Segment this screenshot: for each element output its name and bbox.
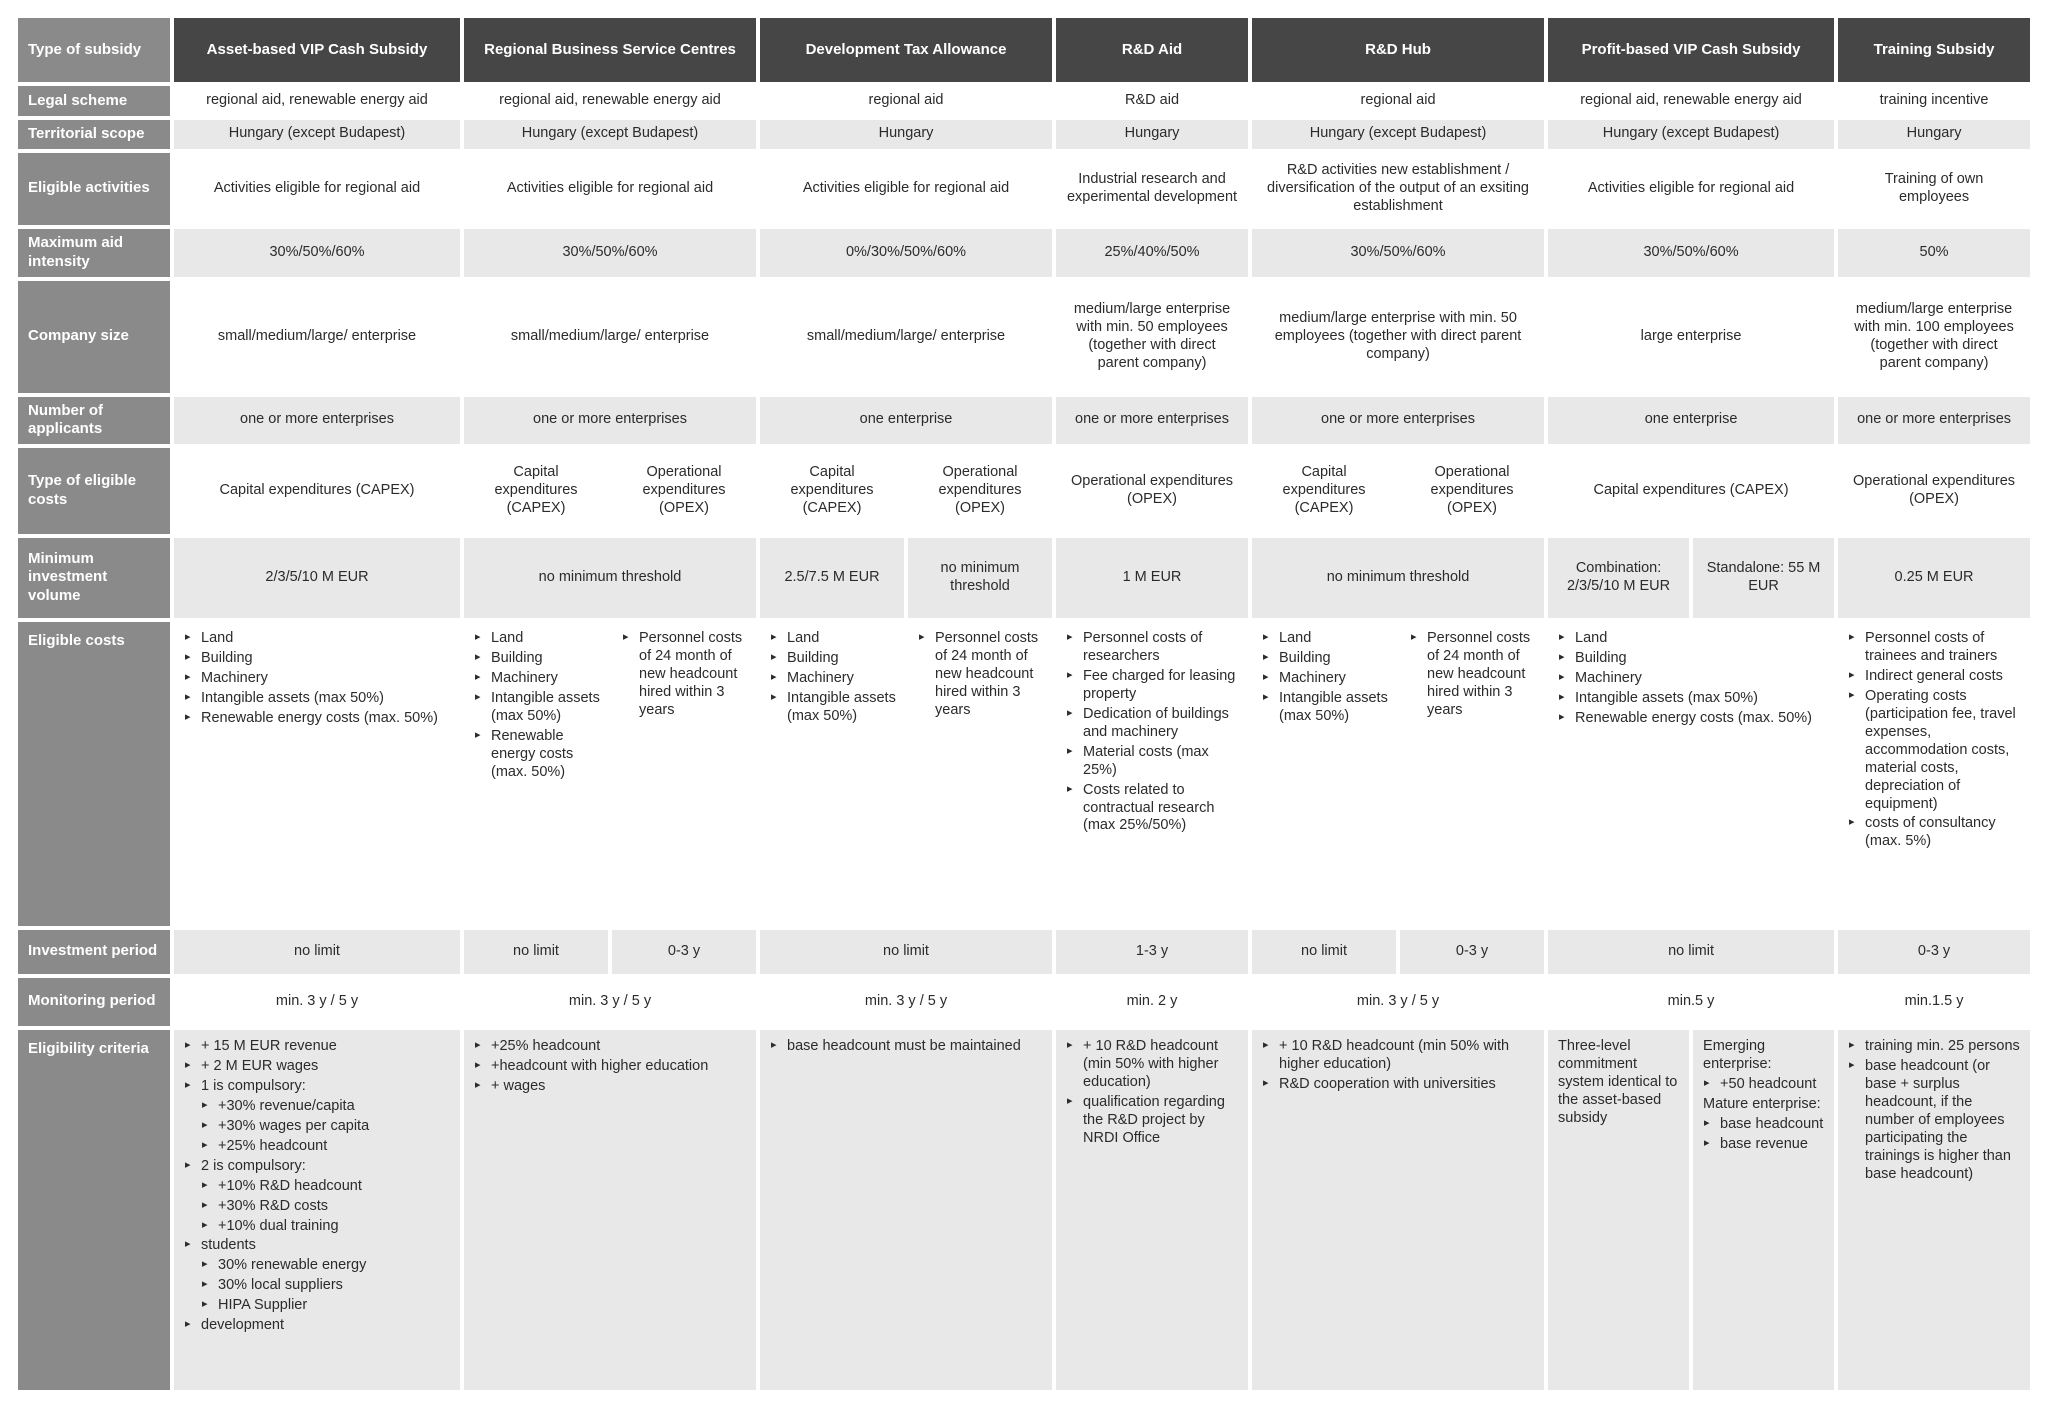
list-item: ▸ costs of consultancy (max. 5%): [1848, 815, 2022, 851]
list-item: ▸ Operating costs (participation fee, travel expenses, accommodation costs, material costs, depreciation of equipment): [1848, 688, 2022, 814]
row-label-company-size: Company size: [18, 281, 170, 393]
mon-period-dta: min. 3 y / 5 y: [864, 992, 948, 1009]
row-label-legal-scheme: Legal scheme: [18, 86, 170, 116]
min-vol-profit-standalone: Standalone: 55 M EUR: [1693, 538, 1834, 618]
elig-costs-dta-capex: [760, 622, 904, 926]
inv-period-profit: no limit: [1548, 930, 1834, 974]
min-vol-rd-hub: no minimum threshold: [1252, 538, 1544, 618]
elig-crit-profit-commitment: [1548, 1030, 1689, 1390]
list-item: ▸ + wages: [474, 1078, 748, 1096]
list-item: ▸ base revenue: [1703, 1136, 1826, 1154]
list-item: ▸ +headcount with higher education: [474, 1058, 748, 1076]
list-item: ▸ +10% R&D headcount: [201, 1178, 452, 1196]
list-item: ▸ 2 is compulsory:: [184, 1158, 452, 1176]
list-item: ▸ +30% revenue/capita: [201, 1098, 452, 1116]
legal-training: training incentive: [1879, 92, 1989, 109]
list-item: ▸ + 15 M EUR revenue: [184, 1038, 452, 1056]
list-item: ▸ Machinery: [474, 670, 600, 688]
company-rd-aid: medium/large enterprise with min. 50 employees (together with direct parent company): [1073, 300, 1231, 371]
col-header-rbsc: Regional Business Service Centres: [464, 18, 756, 82]
list-item: ▸ Fee charged for leasing property: [1066, 668, 1240, 704]
bullet-list: [184, 1038, 452, 1336]
legal-profit: regional aid, renewable energy aid: [1580, 92, 1802, 109]
elig-costs-rbsc-opex: [612, 622, 756, 926]
cost-type-profit: Capital expenditures (CAPEX): [1593, 481, 1789, 498]
list-item: ▸ Indirect general costs: [1848, 668, 2022, 686]
col-header-profit: Profit-based VIP Cash Subsidy: [1548, 18, 1834, 82]
row-type-of-eligible-costs: [18, 448, 2030, 534]
elig-costs-dta-opex: [908, 622, 1052, 926]
list-item: ▸ Intangible assets (max 50%): [770, 690, 896, 726]
min-vol-profit-combination: Combination: 2/3/5/10 M EUR: [1548, 538, 1689, 618]
intensity-dta: 0%/30%/50%/60%: [760, 229, 1052, 277]
list-item: Mature enterprise:: [1703, 1095, 1821, 1112]
mon-period-profit: min.5 y: [1667, 992, 1715, 1009]
intensity-rd-hub: 30%/50%/60%: [1252, 229, 1544, 277]
bullet-list: [1703, 1038, 1826, 1154]
cost-type-dta-capex: Capital expenditures (CAPEX): [790, 463, 874, 516]
row-label-maximum-aid-intensity: Maximum aid intensity: [18, 229, 170, 277]
company-dta: small/medium/large/ enterprise: [806, 327, 1006, 344]
inv-period-asset: no limit: [174, 930, 460, 974]
scope-rd-hub: Hungary (except Budapest): [1252, 120, 1544, 149]
activities-rbsc: Activities eligible for regional aid: [506, 179, 714, 196]
intensity-rbsc: 30%/50%/60%: [464, 229, 756, 277]
list-item: ▸ base headcount: [1703, 1116, 1826, 1134]
col-header-training: Training Subsidy: [1838, 18, 2030, 82]
elig-costs-rbsc-capex: [464, 622, 608, 926]
min-vol-rbsc: no minimum threshold: [464, 538, 756, 618]
bullet-list: [1558, 630, 1826, 728]
bullet-list: [1848, 630, 2022, 852]
legal-rd-hub: regional aid: [1360, 92, 1436, 109]
row-eligible-activities: [18, 153, 2030, 225]
header-row: [18, 18, 2030, 82]
bullet-list: [1410, 630, 1536, 720]
list-item: ▸ Renewable energy costs (max. 50%): [474, 728, 600, 782]
row-territorial-scope: [18, 120, 2030, 149]
company-asset: small/medium/large/ enterprise: [217, 327, 417, 344]
row-company-size: [18, 281, 2030, 393]
list-item: ▸ HIPA Supplier: [201, 1297, 452, 1315]
cost-type-training: Operational expenditures (OPEX): [1853, 472, 2016, 507]
cost-type-rd-aid: Operational expenditures (OPEX): [1071, 472, 1234, 507]
elig-crit-rbsc: [464, 1030, 756, 1390]
scope-asset: Hungary (except Budapest): [174, 120, 460, 149]
activities-asset: Activities eligible for regional aid: [213, 179, 421, 196]
row-label-number-of-applicants: Number of applicants: [18, 397, 170, 444]
list-item: ▸ Intangible assets (max 50%): [474, 690, 600, 726]
min-vol-dta-capex: 2.5/7.5 M EUR: [760, 538, 904, 618]
mon-period-asset: min. 3 y / 5 y: [275, 992, 359, 1009]
list-item: ▸ 30% renewable energy: [201, 1257, 452, 1275]
list-item: ▸ + 10 R&D headcount (min 50% with higher education): [1262, 1038, 1536, 1074]
mon-period-rd-aid: min. 2 y: [1126, 992, 1178, 1009]
list-item: ▸ Land: [1558, 630, 1826, 648]
applicants-rd-hub: one or more enterprises: [1252, 397, 1544, 444]
list-item: ▸ Intangible assets (max 50%): [1262, 690, 1388, 726]
company-profit: large enterprise: [1640, 327, 1742, 344]
row-label-investment-period: Investment period: [18, 930, 170, 974]
list-item: ▸ Land: [184, 630, 452, 648]
scope-profit: Hungary (except Budapest): [1548, 120, 1834, 149]
scope-rd-aid: Hungary: [1056, 120, 1248, 149]
elig-costs-profit: [1548, 622, 1834, 926]
inv-period-training: 0-3 y: [1838, 930, 2030, 974]
list-item: ▸ Machinery: [184, 670, 452, 688]
list-item: ▸ training min. 25 persons: [1848, 1038, 2022, 1056]
row-maximum-aid-intensity: [18, 229, 2030, 277]
bullet-list: [1262, 1038, 1536, 1094]
list-item: ▸ Personnel costs of 24 month of new headcount hired within 3 years: [918, 630, 1044, 720]
bullet-list: [770, 630, 896, 726]
list-item: ▸ Renewable energy costs (max. 50%): [184, 710, 452, 728]
bullet-list: [1262, 630, 1388, 726]
list-item: Emerging enterprise:: [1703, 1037, 1772, 1072]
list-item: ▸ base headcount must be maintained: [770, 1038, 1044, 1056]
min-vol-rd-aid: 1 M EUR: [1056, 538, 1248, 618]
list-item: ▸ Land: [770, 630, 896, 648]
cost-type-rbsc-opex: Operational expenditures (OPEX): [642, 463, 726, 516]
applicants-training: one or more enterprises: [1838, 397, 2030, 444]
row-eligible-costs: [18, 622, 2030, 926]
bullet-list: [474, 630, 600, 782]
list-item: ▸ Dedication of buildings and machinery: [1066, 706, 1240, 742]
inv-period-rbsc-opex: 0-3 y: [612, 930, 756, 974]
list-item: ▸ students: [184, 1237, 452, 1255]
company-training: medium/large enterprise with min. 100 employees (together with direct parent company): [1854, 300, 2014, 371]
elig-crit-dta: [760, 1030, 1052, 1390]
list-item: ▸ Land: [474, 630, 600, 648]
applicants-profit: one enterprise: [1548, 397, 1834, 444]
col-header-rd-hub: R&D Hub: [1252, 18, 1544, 82]
min-vol-training: 0.25 M EUR: [1838, 538, 2030, 618]
applicants-rd-aid: one or more enterprises: [1056, 397, 1248, 444]
list-item: ▸ Building: [474, 650, 600, 668]
corner-header: Type of subsidy: [18, 18, 170, 82]
cost-type-asset: Capital expenditures (CAPEX): [219, 481, 415, 498]
bullet-list: [1066, 1038, 1240, 1148]
list-item: ▸ +10% dual training: [201, 1218, 452, 1236]
legal-rd-aid: R&D aid: [1125, 92, 1180, 109]
mon-period-rd-hub: min. 3 y / 5 y: [1356, 992, 1440, 1009]
bullet-list: [1848, 1038, 2022, 1184]
bullet-list: [474, 1038, 748, 1096]
list-item: ▸ +50 headcount: [1703, 1076, 1826, 1094]
list-item: ▸ Land: [1262, 630, 1388, 648]
inv-period-rd-hub-opex: 0-3 y: [1400, 930, 1544, 974]
list-item: ▸ +25% headcount: [474, 1038, 748, 1056]
list-item: ▸ R&D cooperation with universities: [1262, 1076, 1536, 1094]
list-item: ▸ Building: [184, 650, 452, 668]
subsidy-comparison-table: [14, 14, 2034, 1394]
activities-dta: Activities eligible for regional aid: [802, 179, 1010, 196]
list-item: ▸ Intangible assets (max 50%): [184, 690, 452, 708]
row-minimum-investment-volume: [18, 538, 2030, 618]
list-item: ▸ Building: [770, 650, 896, 668]
legal-dta: regional aid: [868, 92, 944, 109]
list-item: ▸ development: [184, 1317, 452, 1335]
list-item: ▸ Building: [1262, 650, 1388, 668]
col-header-rd-aid: R&D Aid: [1056, 18, 1248, 82]
list-item: ▸ Machinery: [1262, 670, 1388, 688]
list-item: ▸ Machinery: [770, 670, 896, 688]
bullet-list: [184, 630, 452, 728]
list-item: ▸ Personnel costs of trainees and trainers: [1848, 630, 2022, 666]
legal-asset: regional aid, renewable energy aid: [206, 92, 428, 109]
cost-type-rd-hub-opex: Operational expenditures (OPEX): [1430, 463, 1514, 516]
bullet-list: [918, 630, 1044, 720]
list-item: ▸ Building: [1558, 650, 1826, 668]
inv-period-rd-hub-capex: no limit: [1252, 930, 1396, 974]
activities-training: Training of own employees: [1884, 170, 1984, 205]
company-rbsc: small/medium/large/ enterprise: [510, 327, 710, 344]
elig-costs-rd-aid: [1056, 622, 1248, 926]
plain-note: Three-level commitment system identical to the asset-based subsidy: [1558, 1037, 1678, 1126]
elig-crit-rd-aid: [1056, 1030, 1248, 1390]
row-label-minimum-investment-volume: Minimum investment volume: [18, 538, 170, 618]
list-item: ▸ Costs related to contractual research (max 25%/50%): [1066, 782, 1240, 836]
elig-costs-rd-hub-opex: [1400, 622, 1544, 926]
row-monitoring-period: [18, 978, 2030, 1026]
list-item: ▸ base headcount (or base + surplus headcount, if the number of employees participating the trainings is higher than base headcount): [1848, 1058, 2022, 1184]
elig-costs-training: [1838, 622, 2030, 926]
scope-dta: Hungary: [760, 120, 1052, 149]
list-item: ▸ +25% headcount: [201, 1138, 452, 1156]
list-item: ▸ Personnel costs of 24 month of new headcount hired within 3 years: [622, 630, 748, 720]
applicants-rbsc: one or more enterprises: [464, 397, 756, 444]
cost-type-rbsc-capex: Capital expenditures (CAPEX): [494, 463, 578, 516]
list-item: ▸ Machinery: [1558, 670, 1826, 688]
bullet-list: [770, 1038, 1044, 1056]
activities-rd-hub: R&D activities new establishment / diversification of the output of an exsiting establishment: [1267, 161, 1529, 214]
list-item: ▸ Renewable energy costs (max. 50%): [1558, 710, 1826, 728]
row-eligibility-criteria: [18, 1030, 2030, 1390]
applicants-asset: one or more enterprises: [174, 397, 460, 444]
elig-crit-profit-enterprise: [1693, 1030, 1834, 1390]
cost-type-rd-hub-capex: Capital expenditures (CAPEX): [1282, 463, 1366, 516]
inv-period-dta: no limit: [760, 930, 1052, 974]
list-item: ▸ Material costs (max 25%): [1066, 744, 1240, 780]
min-vol-dta-opex: no minimum threshold: [908, 538, 1052, 618]
row-label-territorial-scope: Territorial scope: [18, 120, 170, 149]
scope-rbsc: Hungary (except Budapest): [464, 120, 756, 149]
bullet-list: [1066, 630, 1240, 836]
list-item: ▸ 30% local suppliers: [201, 1277, 452, 1295]
row-legal-scheme: [18, 86, 2030, 116]
row-label-eligibility-criteria: Eligibility criteria: [18, 1030, 170, 1390]
list-item: ▸ Personnel costs of researchers: [1066, 630, 1240, 666]
cost-type-dta-opex: Operational expenditures (OPEX): [938, 463, 1022, 516]
list-item: ▸ +30% wages per capita: [201, 1118, 452, 1136]
mon-period-training: min.1.5 y: [1904, 992, 1964, 1009]
bullet-list: [622, 630, 748, 720]
intensity-training: 50%: [1838, 229, 2030, 277]
inv-period-rbsc-capex: no limit: [464, 930, 608, 974]
row-label-monitoring-period: Monitoring period: [18, 978, 170, 1026]
elig-costs-rd-hub-capex: [1252, 622, 1396, 926]
min-vol-asset: 2/3/5/10 M EUR: [174, 538, 460, 618]
list-item: ▸ Personnel costs of 24 month of new headcount hired within 3 years: [1410, 630, 1536, 720]
row-label-type-of-eligible-costs: Type of eligible costs: [18, 448, 170, 534]
col-header-asset: Asset-based VIP Cash Subsidy: [174, 18, 460, 82]
applicants-dta: one enterprise: [760, 397, 1052, 444]
list-item: ▸ 1 is compulsory:: [184, 1078, 452, 1096]
scope-training: Hungary: [1838, 120, 2030, 149]
elig-crit-asset: [174, 1030, 460, 1390]
mon-period-rbsc: min. 3 y / 5 y: [568, 992, 652, 1009]
inv-period-rd-aid: 1-3 y: [1056, 930, 1248, 974]
activities-rd-aid: Industrial research and experimental development: [1066, 170, 1238, 205]
elig-crit-training: [1838, 1030, 2030, 1390]
list-item: ▸ + 10 R&D headcount (min 50% with higher education): [1066, 1038, 1240, 1092]
list-item: ▸ + 2 M EUR wages: [184, 1058, 452, 1076]
intensity-rd-aid: 25%/40%/50%: [1056, 229, 1248, 277]
elig-costs-asset: [174, 622, 460, 926]
legal-rbsc: regional aid, renewable energy aid: [499, 92, 721, 109]
elig-crit-rd-hub: [1252, 1030, 1544, 1390]
company-rd-hub: medium/large enterprise with min. 50 employees (together with direct parent company): [1274, 309, 1522, 362]
col-header-dta: Development Tax Allowance: [760, 18, 1052, 82]
list-item: ▸ qualification regarding the R&D project by NRDI Office: [1066, 1094, 1240, 1148]
list-item: ▸ +30% R&D costs: [201, 1198, 452, 1216]
list-item: ▸ Intangible assets (max 50%): [1558, 690, 1826, 708]
intensity-asset: 30%/50%/60%: [174, 229, 460, 277]
row-label-eligible-costs: Eligible costs: [18, 622, 170, 926]
intensity-profit: 30%/50%/60%: [1548, 229, 1834, 277]
row-label-eligible-activities: Eligible activities: [18, 153, 170, 225]
activities-profit: Activities eligible for regional aid: [1587, 179, 1795, 196]
row-investment-period: [18, 930, 2030, 974]
row-number-of-applicants: [18, 397, 2030, 444]
